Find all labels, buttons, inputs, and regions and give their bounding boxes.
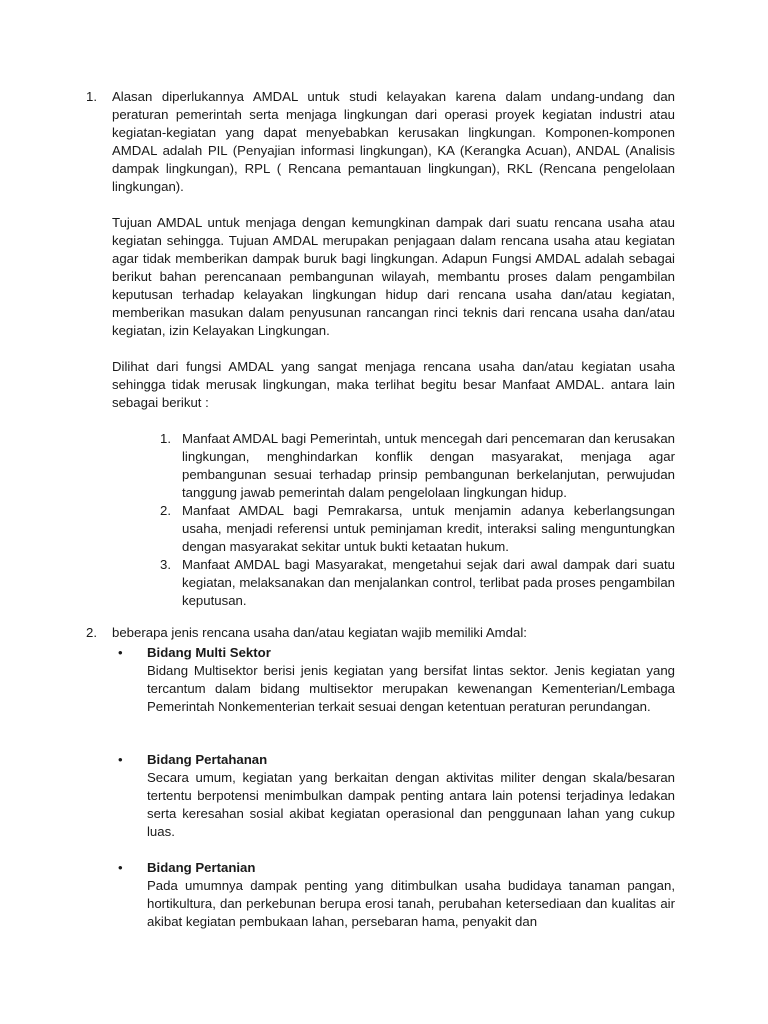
paragraph-tujuan: Tujuan AMDAL untuk menjaga dengan kemungkinan dampak dari suatu rencana usaha atau kegiatan sehingga. Tujuan AMDAL merupakan penjagaan dalam rencana usaha atau kegiatan agar tidak memberikan dampak buruk bagi lingkungan. Adapun Fungsi AMDAL adalah sebagai berikut bahan perencanaan pembangunan wilayah, membantu proses dalam pengambilan keputusan terhadap kelayakan lingkungan hidup dari rencana usaha dan/atau kegiatan, memberikan masukan dalam penyusunan rancangan rinci teknis dari rencana usaha dan/atau kegiatan, izin Kelayakan Lingkungan.: [112, 215, 675, 338]
list-item-1: [86, 88, 675, 610]
list-number: 1.: [86, 89, 97, 104]
sublist-number: 2.: [160, 503, 171, 518]
paragraph-manfaat-intro: Dilihat dari fungsi AMDAL yang sangat menjaga rencana usaha dan/atau kegiatan usaha sehingga tidak merusak lingkungan, maka terlihat begitu besar Manfaat AMDAL. antara lain sebagai berikut :: [112, 359, 675, 410]
sublist-item: [160, 502, 675, 556]
bullet-item-multisektor: [118, 644, 675, 716]
bullet-text: Bidang Multisektor berisi jenis kegiatan yang bersifat lintas sektor. Jenis kegiatan yang tercantum dalam bidang multisektor merupakan kewenangan Kementerian/Lembaga Pemerintah Nonkementerian terkait sesuai dengan ketentuan peraturan perundangan.: [147, 663, 675, 714]
bullet-icon: •: [118, 860, 123, 875]
bullet-icon: •: [118, 752, 123, 767]
sublist-number: 3.: [160, 557, 171, 572]
bullet-title: Bidang Pertahanan: [147, 752, 268, 767]
bullet-body: [147, 859, 675, 931]
list-item-2: [86, 624, 675, 642]
bullet-title: Bidang Multi Sektor: [147, 645, 271, 660]
bullet-item-pertanian: [118, 859, 675, 931]
manfaat-sublist: [160, 430, 675, 610]
bullet-text: Secara umum, kegiatan yang berkaitan dengan aktivitas militer dengan skala/besaran tertentu berpotensi menimbulkan dampak penting antara lain potensi terjadinya ledakan serta keresahan sosial akibat kegiatan operasional dan penggunaan lahan yang cukup luas.: [147, 770, 675, 839]
list-number: 2.: [86, 625, 97, 640]
list-body: [112, 88, 675, 610]
sublist-text: Manfaat AMDAL bagi Pemerintah, untuk mencegah dari pencemaran dan kerusakan lingkungan, menghindarkan konflik dengan masyarakat, menjaga agar pembangunan sesuai terhadap prinsip pembangunan berkelanjutan, perwujudan tanggung jawab pemerintah dalam pengelolaan lingkungan hidup.: [182, 431, 675, 500]
paragraph-alasan: Alasan diperlukannya AMDAL untuk studi kelayakan karena dalam undang-undang dan peraturan pemerintah serta menjaga lingkungan dari operasi proyek kegiatan industri atau kegiatan-kegiatan yang dapat menyebabkan kerusakan lingkungan. Komponen-komponen AMDAL adalah PIL (Penyajian informasi lingkungan), KA (Kerangka Acuan), ANDAL (Analisis dampak lingkungan), RPL ( Rencana pemantauan lingkungan), RKL (Rencana pengelolaan lingkungan).: [112, 89, 675, 194]
bullet-body: [147, 644, 675, 716]
paragraph-jenis-intro: beberapa jenis rencana usaha dan/atau kegiatan wajib memiliki Amdal:: [112, 625, 527, 640]
bullet-icon: •: [118, 645, 123, 660]
bullet-text: Pada umumnya dampak penting yang ditimbulkan usaha budidaya tanaman pangan, hortikultura, dan perkebunan berupa erosi tanah, perubahan ketersediaan dan kualitas air akibat kegiatan pembukaan lahan, persebaran hama, penyakit dan: [147, 878, 675, 929]
sublist-item: [160, 430, 675, 502]
bullet-body: [147, 751, 675, 841]
sublist-item: [160, 556, 675, 610]
bullet-item-pertahanan: [118, 751, 675, 841]
sublist-text: Manfaat AMDAL bagi Pemrakarsa, untuk menjamin adanya keberlangsungan usaha, menjadi referensi untuk peminjaman kredit, interaksi saling menguntungkan dengan masyarakat sekitar untuk bukti ketaatan hukum.: [182, 503, 675, 554]
sublist-number: 1.: [160, 431, 171, 446]
list-body: [112, 624, 675, 642]
bullet-title: Bidang Pertanian: [147, 860, 256, 875]
sublist-text: Manfaat AMDAL bagi Masyarakat, mengetahui sejak dari awal dampak dari suatu kegiatan, melaksanakan dan menjalankan control, terlibat pada proses pengambilan keputusan.: [182, 557, 675, 608]
